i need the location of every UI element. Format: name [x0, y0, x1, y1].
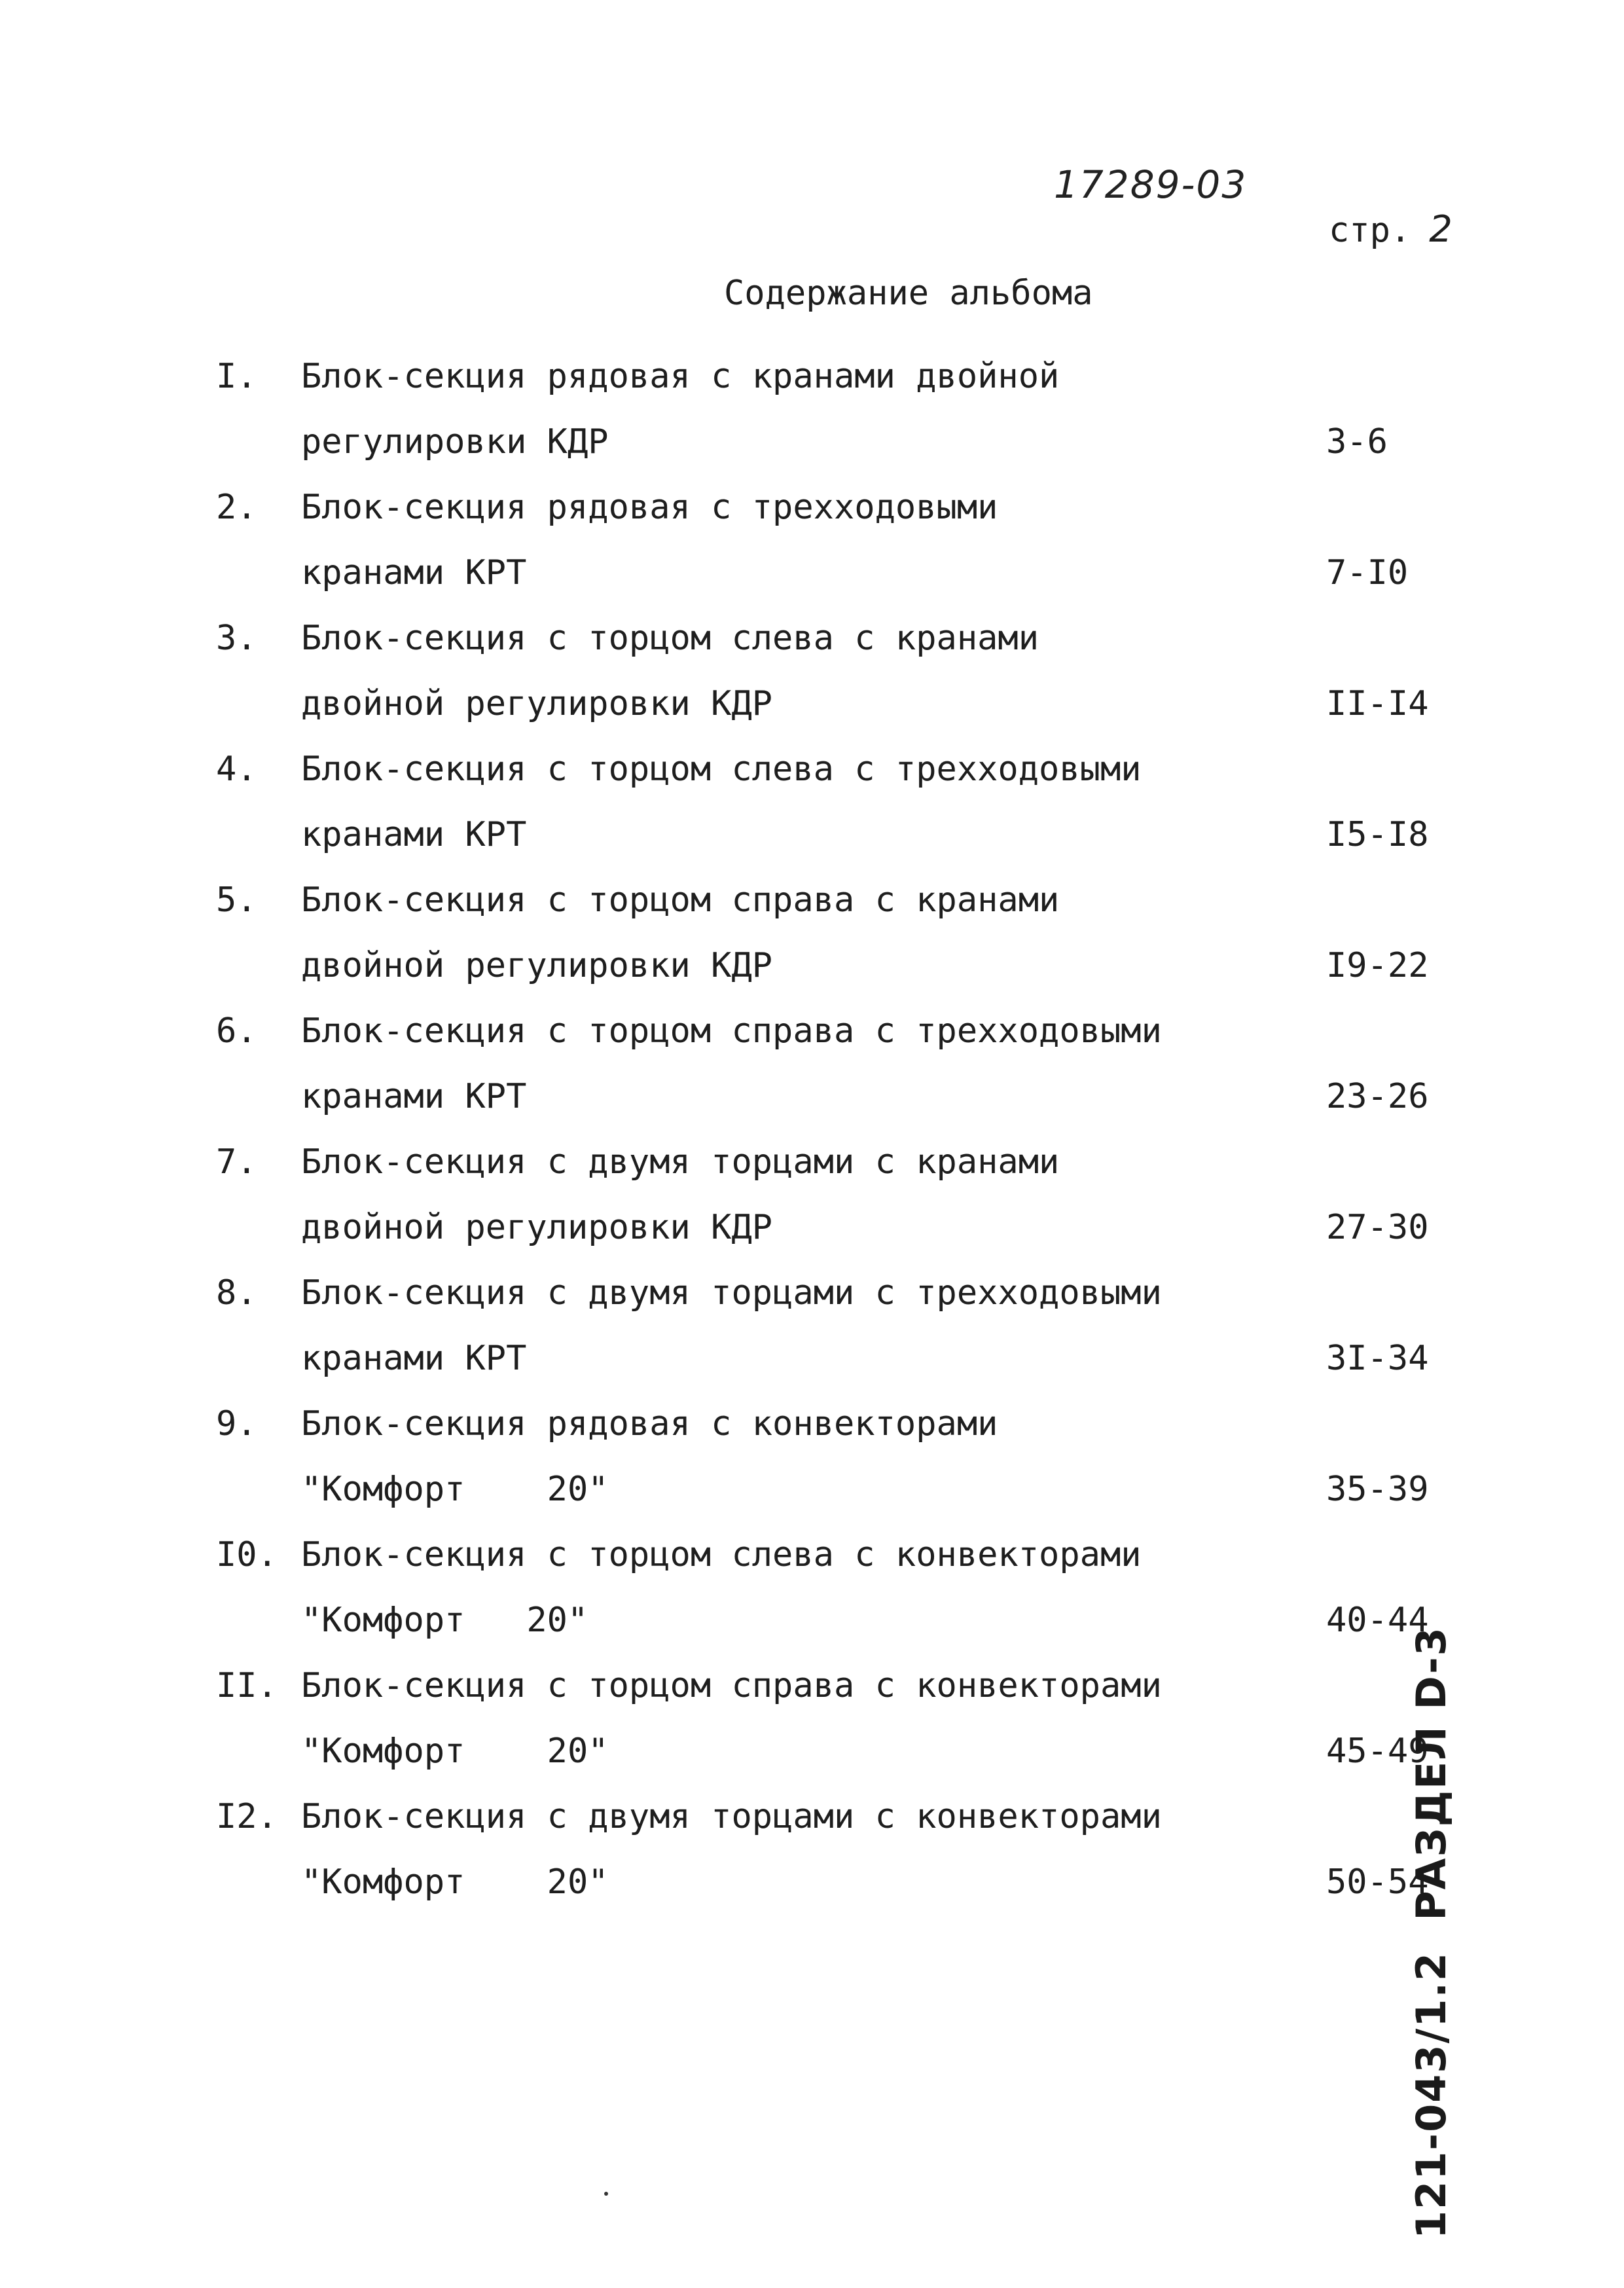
toc-entry-number: II.	[216, 1666, 278, 1705]
toc-entry-title-line1: Блок-секция с двумя торцами с трехходовыми	[301, 1273, 1162, 1313]
page-number: 2	[1429, 208, 1453, 251]
toc-entry-title-line1: Блок-секция с торцом справа с кранами	[301, 881, 1060, 920]
toc-entry-title-line2: регулировки КДР	[301, 422, 609, 462]
toc-entry-title-line1: Блок-секция с торцом справа с конвекторами	[301, 1666, 1162, 1705]
toc-entry-title-line1: Блок-секция рядовая с кранами двойной	[301, 357, 1060, 396]
toc-entry-pages: 27-30	[1326, 1208, 1429, 1247]
toc-entry-title-line2: двойной регулировки КДР	[301, 946, 773, 985]
toc-entry-pages: 3I-34	[1326, 1339, 1429, 1378]
toc-entry	[0, 1273, 1624, 1404]
toc-entry-pages: 45-49	[1326, 1732, 1429, 1771]
toc-entry-number: 8.	[216, 1273, 257, 1313]
toc-entry-title-line1: Блок-секция с двумя торцами с кранами	[301, 1142, 1060, 1182]
toc-entry	[0, 750, 1624, 881]
toc-entry-pages: 3-6	[1326, 422, 1388, 462]
toc-entry-title-line2: "Комфорт 20"	[301, 1732, 609, 1771]
toc-entry-pages: II-I4	[1326, 684, 1429, 723]
toc-entry-pages: 7-I0	[1326, 553, 1409, 592]
toc-entry-title-line2: "Комфорт 20"	[301, 1601, 588, 1640]
toc-entry-title-line2: "Комфорт 20"	[301, 1862, 609, 1902]
toc-entry-title-line2: "Комфорт 20"	[301, 1470, 609, 1509]
document-number: 17289-03	[1054, 162, 1248, 207]
toc-entry-title-line2: двойной регулировки КДР	[301, 684, 773, 723]
toc-entry-title-line2: кранами КРТ	[301, 815, 527, 854]
toc-entry-pages: 23-26	[1326, 1077, 1429, 1116]
toc-entry	[0, 1535, 1624, 1666]
page-label-text: стр.	[1329, 211, 1411, 250]
toc-entry-number: 6.	[216, 1011, 257, 1051]
toc-entry	[0, 619, 1624, 750]
toc-entry	[0, 1666, 1624, 1797]
toc-entry-title-line2: кранами КРТ	[301, 553, 527, 592]
toc-entry	[0, 1011, 1624, 1142]
toc-entry-title-line1: Блок-секция с торцом слева с конвекторами	[301, 1535, 1142, 1574]
toc-entry-number: 5.	[216, 881, 257, 920]
toc-entry	[0, 357, 1624, 488]
toc-entry	[0, 1142, 1624, 1273]
toc-entry	[0, 881, 1624, 1011]
toc-entry-number: 7.	[216, 1142, 257, 1182]
toc-entry	[0, 1797, 1624, 1928]
toc-entry-title-line2: кранами КРТ	[301, 1077, 527, 1116]
toc-entry-number: I0.	[216, 1535, 278, 1574]
toc-entry-title-line1: Блок-секция с двумя торцами с конвекторами	[301, 1797, 1162, 1836]
page-indicator	[1329, 208, 1453, 251]
toc-entry-pages: 35-39	[1326, 1470, 1429, 1509]
toc-entry-number: I2.	[216, 1797, 278, 1836]
toc-entry-title-line2: двойной регулировки КДР	[301, 1208, 773, 1247]
toc-entry-number: I.	[216, 357, 257, 396]
toc-entry-title-line2: кранами КРТ	[301, 1339, 527, 1378]
toc-entry-title-line1: Блок-секция рядовая с трехходовыми	[301, 488, 998, 527]
margin-stamp: 121-043/1.2 РАЗДЕЛ D-3	[1407, 1626, 1455, 2239]
toc-entry-title-line1: Блок-секция рядовая с конвекторами	[301, 1404, 998, 1444]
toc-entry	[0, 488, 1624, 619]
page-title: Содержание альбома	[724, 274, 1093, 313]
toc-entry-pages: 50-54	[1326, 1862, 1429, 1902]
toc-entry-title-line1: Блок-секция с торцом слева с кранами	[301, 619, 1039, 658]
toc-entry-number: 9.	[216, 1404, 257, 1444]
toc-entry-number: 4.	[216, 750, 257, 789]
toc-entry	[0, 1404, 1624, 1535]
toc-entry-number: 3.	[216, 619, 257, 658]
toc-entry-pages: I9-22	[1326, 946, 1429, 985]
toc-entry-number: 2.	[216, 488, 257, 527]
scan-speck	[604, 2192, 608, 2196]
toc-entry-title-line1: Блок-секция с торцом слева с трехходовыми	[301, 750, 1142, 789]
toc-entry-title-line1: Блок-секция с торцом справа с трехходовыми	[301, 1011, 1162, 1051]
toc-entry-pages: I5-I8	[1326, 815, 1429, 854]
toc-entry-pages: 40-44	[1326, 1601, 1429, 1640]
